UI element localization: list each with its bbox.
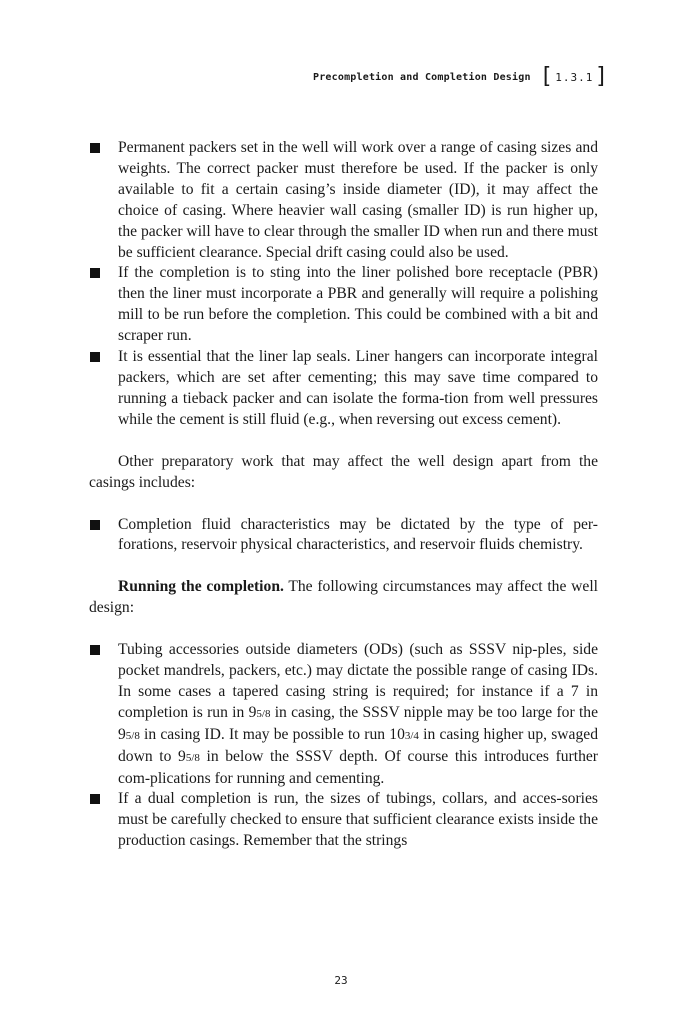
list-item [89,138,598,263]
page-number: 23 [334,974,348,987]
list-item [89,263,598,347]
list-item [89,640,598,789]
bullet-square-icon [90,268,100,278]
run-in-heading: Running the completion. [118,578,284,596]
bullet-square-icon [90,352,100,362]
list-item [89,347,598,431]
fraction: 5/8 [256,707,271,720]
running-header [313,66,606,88]
fraction: 5/8 [185,751,200,764]
text-segment: in below the SSSV depth. Of course this introduces further com-plications for running and cementing. [118,747,598,787]
bullet-list-fluids [89,515,598,557]
bullet-square-icon [90,794,100,804]
list-item [89,515,598,557]
list-item-text: If a dual completion is run, the sizes of tubings, collars, and acces-sories must be carefully checked to ensure that sufficient clearance exists inside the production casings. Remember that the strings [118,790,598,850]
paragraph-text: The following circumstances may affect the well design: [89,578,598,617]
list-item-text: Completion fluid characteristics may be dictated by the type of per-forations, reservoir physical characteristics, and reservoir fluids chemistry. [118,515,598,554]
bullet-list-casing [89,138,598,431]
section-number: 1.3.1 [555,70,594,84]
list-item [89,789,598,852]
section-bracket-close: ] [596,64,606,89]
body-text [89,138,598,852]
header-title: Precompletion and Completion Design [312,71,531,83]
list-item-text [118,641,598,786]
bullet-square-icon [90,645,100,655]
bullet-square-icon [90,143,100,153]
text-segment: Tubing accessories outside diameters (ODs) (such as SSSV nip-ples, side pocket mandrels, packers, etc.) may dictate the possible range of casing IDs. In some cases a tapered casing string is required; for instance if a 7 in completion is run in 9 [118,641,598,721]
text-segment: in casing higher up, swaged down to 9 [118,725,598,765]
fraction: 5/8 [125,729,140,742]
list-item-text: It is essential that the liner lap seals. Liner hangers can incorporate integral packers, which are set after cementing; this may save time compared to running a tieback packer and can isolate the forma-tion from well pressures while the cement is still fluid (e.g., when reversing out excess cement). [118,348,598,428]
section-bracket-open: [ [542,64,553,89]
bullet-list-running [89,640,598,852]
list-item-text: Permanent packers set in the well will work over a range of casing sizes and weights. The correct packer must therefore be used. If the packer is only available to fit a certain casing’s inside diameter (ID), it may affect the choice of casing. Where heavier wall casing (smaller ID) is run higher up, the packer will have to clear through the smaller ID when run and there must be sufficient clearance. Special drift casing could also be used. [118,139,598,261]
fraction: 3/4 [404,729,419,742]
list-item-text: If the completion is to sting into the liner polished bore receptacle (PBR) then the liner must incorporate a PBR and generally will require a polishing mill to be run before the completion. This could be combined with a bit and scraper run. [118,264,598,345]
paragraph-running-completion [89,577,598,619]
header-section [543,66,606,88]
text-segment: in casing ID. It may be possible to run 10 [139,725,405,743]
text-segment: in casing, the SSSV nipple may be too large for the 9 [118,703,598,743]
paragraph-preparatory: Other preparatory work that may affect the well design apart from the casings includes: [89,452,598,491]
bullet-square-icon [90,520,100,530]
